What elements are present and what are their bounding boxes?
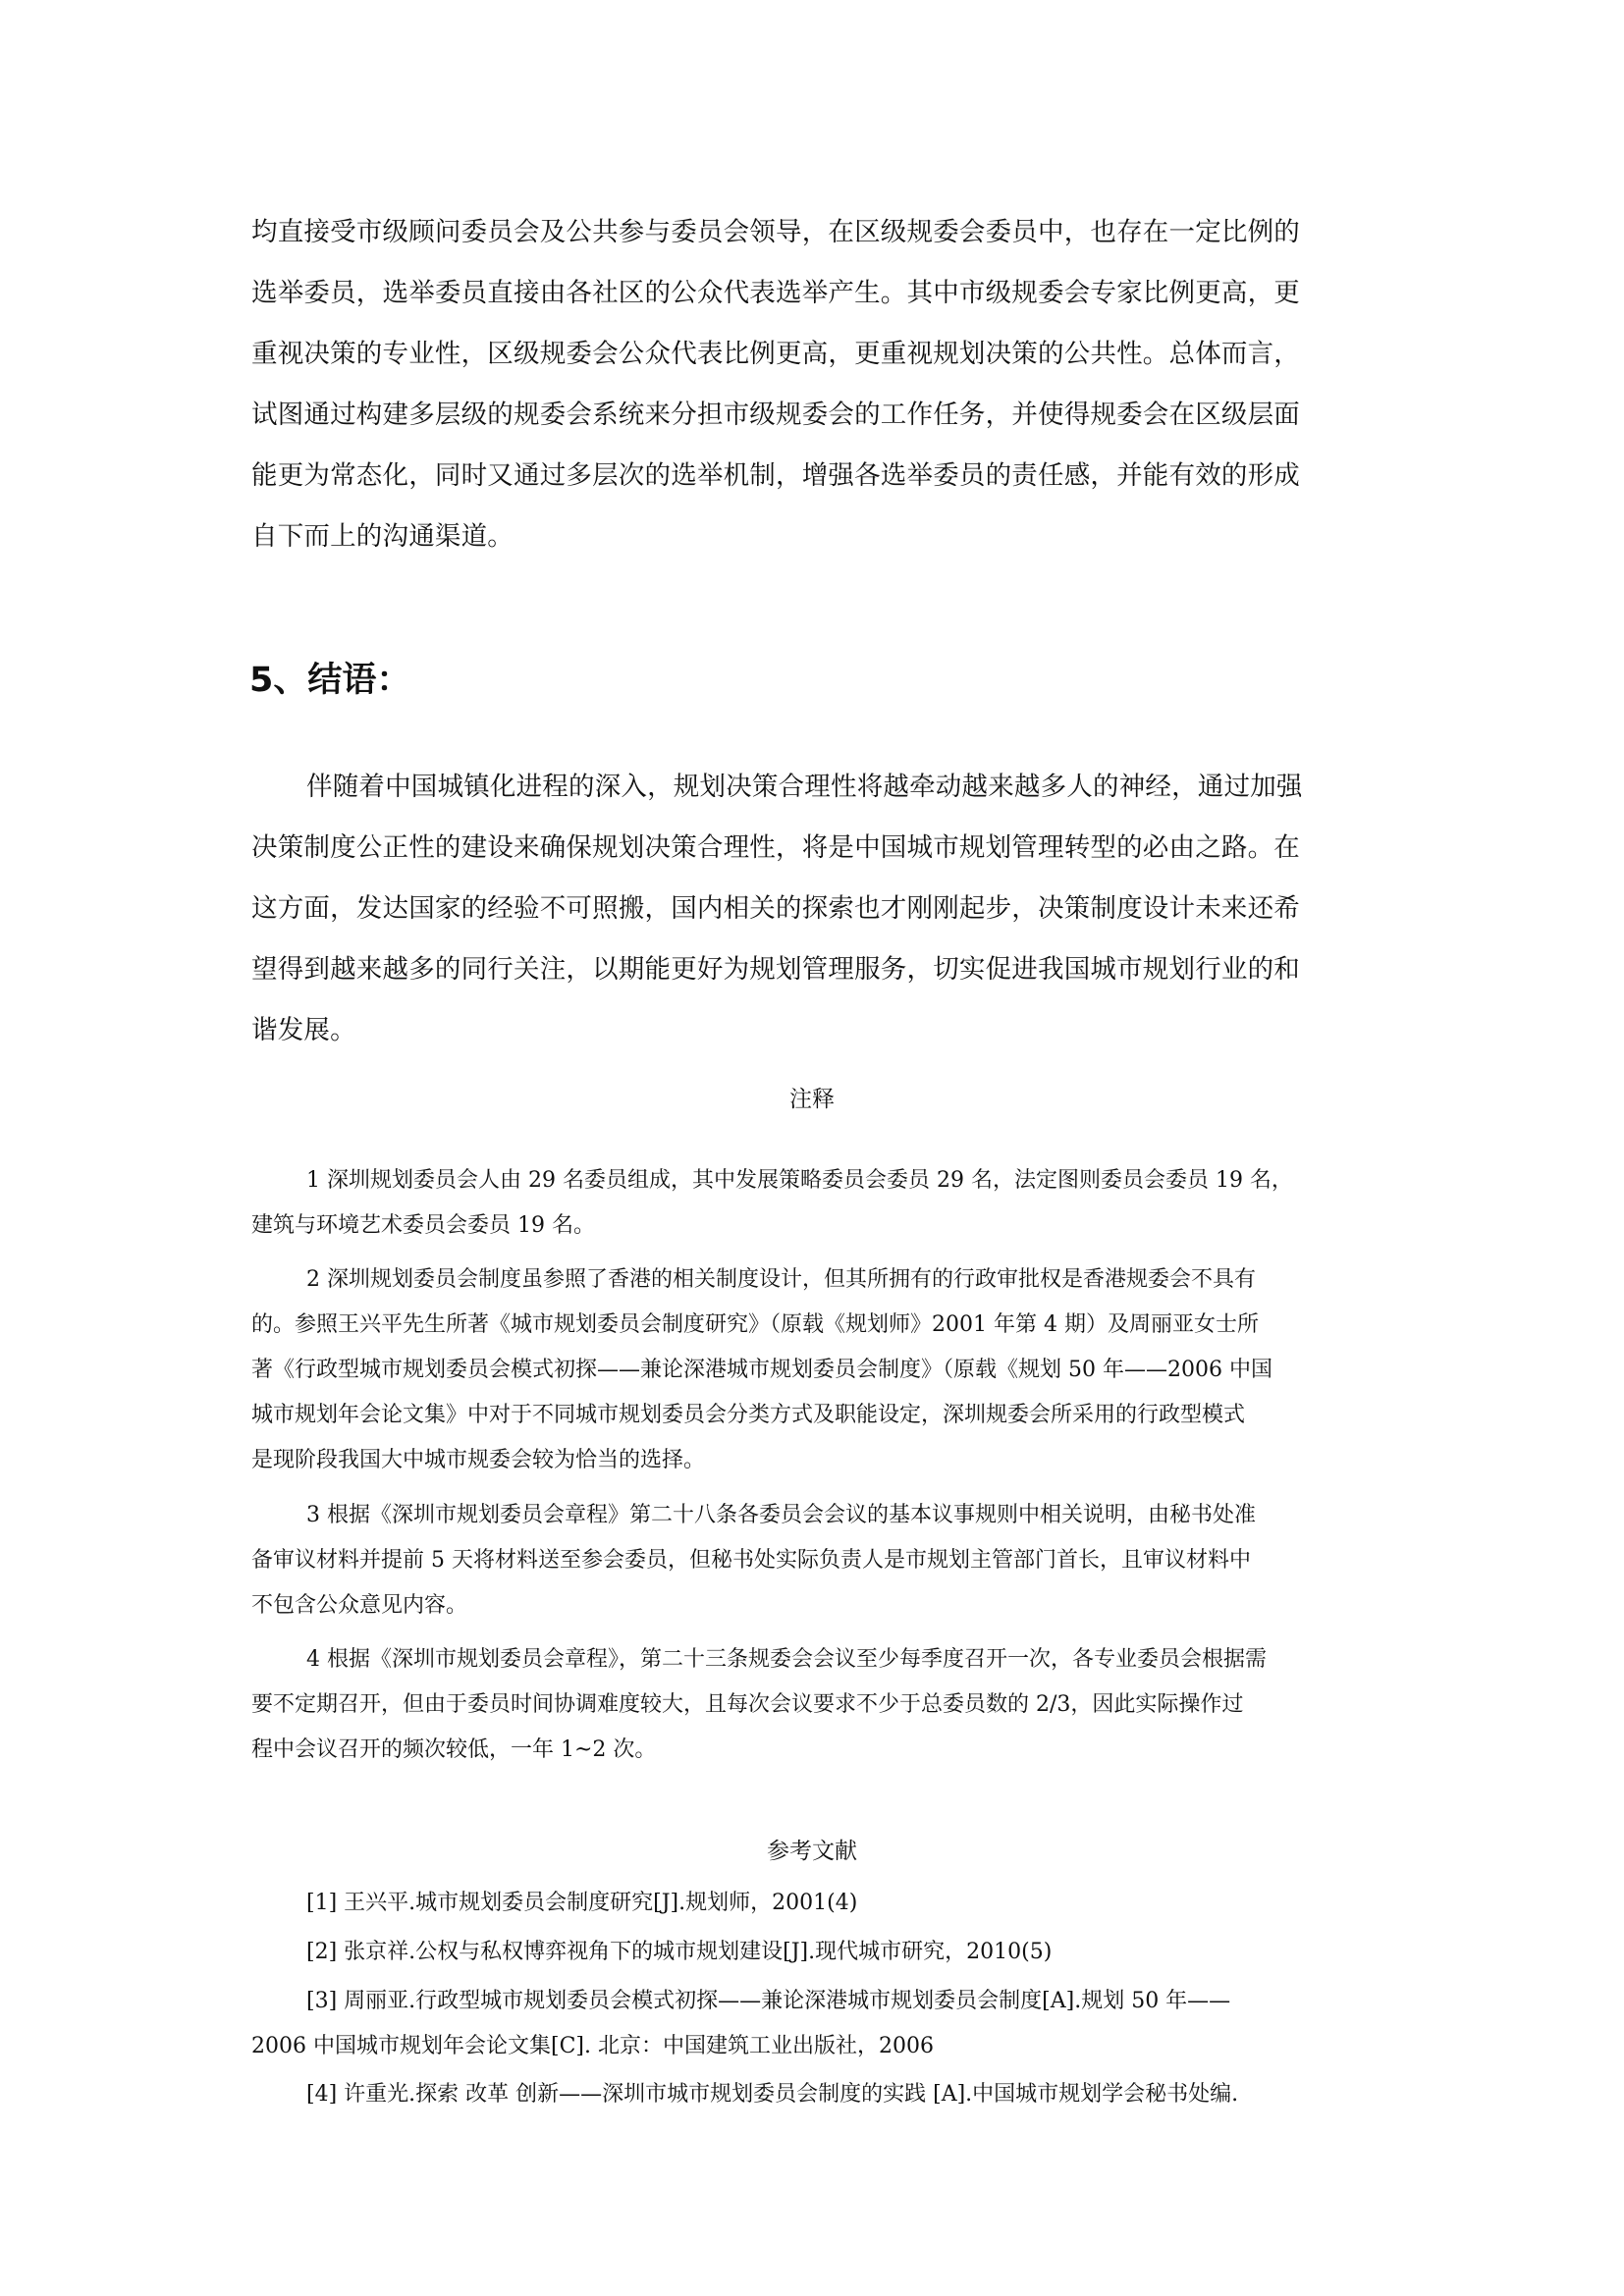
intro-paragraph bbox=[251, 202, 1390, 567]
text-line: 均直接受市级顾问委员会及公共参与委员会领导，在区级规委会委员中，也存在一定比例的 bbox=[251, 217, 1300, 247]
note-3 bbox=[251, 1493, 1390, 1629]
text-line: 重视决策的专业性，区级规委会公众代表比例更高，更重视规划决策的公共性。总体而言， bbox=[251, 339, 1300, 369]
reference-line: [1] 王兴平.城市规划委员会制度研究[J].规划师，2001(4) bbox=[306, 1891, 858, 1915]
note-line: 的。参照王兴平先生所著《城市规划委员会制度研究》（原载《规划师》2001 年第 4 期）及周丽亚女士所 bbox=[251, 1312, 1259, 1337]
text-line: 自下而上的沟通渠道。 bbox=[251, 521, 514, 552]
note-line: 是现阶段我国大中城市规委会较为恰当的选择。 bbox=[251, 1448, 706, 1472]
notes-title: 注释 bbox=[789, 1087, 835, 1112]
reference-line: 2006 中国城市规划年会论文集[C]. 北京：中国建筑工业出版社，2006 bbox=[251, 2034, 934, 2058]
note-line: 著《行政型城市规划委员会模式初探——兼论深港城市规划委员会制度》（原载《规划 50 年——2006 中国 bbox=[251, 1358, 1272, 1382]
note-line: 程中会议召开的频次较低，一年 1~2 次。 bbox=[251, 1737, 657, 1762]
note-1 bbox=[251, 1158, 1390, 1249]
reference-1 bbox=[251, 1881, 1390, 1926]
reference-2 bbox=[251, 1930, 1390, 1975]
note-line: 2 深圳规划委员会制度虽参照了香港的相关制度设计，但其所拥有的行政审批权是香港规委会不具有 bbox=[306, 1267, 1256, 1292]
text-line: 选举委员，选举委员直接由各社区的公众代表选举产生。其中市级规委会专家比例更高，更 bbox=[251, 278, 1300, 308]
note-line: 4 根据《深圳市规划委员会章程》，第二十三条规委会会议至少每季度召开一次，各专业委员会根据需 bbox=[306, 1647, 1267, 1672]
note-line: 3 根据《深圳市规划委员会章程》第二十八条各委员会会议的基本议事规则中相关说明，由秘书处准 bbox=[306, 1503, 1256, 1527]
references-title: 参考文献 bbox=[767, 1839, 857, 1864]
text-line: 决策制度公正性的建设来确保规划决策合理性，将是中国城市规划管理转型的必由之路。在 bbox=[251, 832, 1300, 863]
text-line: 能更为常态化，同时又通过多层次的选举机制，增强各选举委员的责任感，并能有效的形成 bbox=[251, 460, 1300, 491]
reference-3 bbox=[251, 1979, 1390, 2069]
text-line: 谐发展。 bbox=[251, 1015, 356, 1045]
text-line: 试图通过构建多层级的规委会系统来分担市级规委会的工作任务，并使得规委会在区级层面 bbox=[251, 400, 1300, 430]
reference-4 bbox=[251, 2072, 1390, 2117]
reference-line: [2] 张京祥.公权与私权博弈视角下的城市规划建设[J].现代城市研究，2010(5) bbox=[306, 1940, 1053, 1964]
note-line: 不包含公众意见内容。 bbox=[251, 1593, 468, 1618]
note-2 bbox=[251, 1257, 1390, 1483]
text-line: 望得到越来越多的同行关注，以期能更好为规划管理服务，切实促进我国城市规划行业的和 bbox=[251, 954, 1300, 985]
note-line: 1 深圳规划委员会人由 29 名委员组成，其中发展策略委员会委员 29 名，法定图则委员会委员 19 名， bbox=[306, 1168, 1293, 1193]
note-line: 建筑与环境艺术委员会委员 19 名。 bbox=[251, 1213, 595, 1238]
note-line: 要不定期召开，但由于委员时间协调难度较大，且每次会议要求不少于总委员数的 2/3，因此实际操作过 bbox=[251, 1692, 1244, 1717]
note-line: 备审议材料并提前 5 天将材料送至参会委员，但秘书处实际负责人是市规划主管部门首长，且审议材料中 bbox=[251, 1548, 1251, 1573]
text-line: 这方面，发达国家的经验不可照搬，国内相关的探索也才刚刚起步，决策制度设计未来还希 bbox=[251, 893, 1300, 924]
reference-line: [4] 许重光.探索 改革 创新——深圳市城市规划委员会制度的实践 [A].中国城市规划学会秘书处编. bbox=[306, 2082, 1239, 2107]
note-4 bbox=[251, 1637, 1390, 1773]
text-line: 伴随着中国城镇化进程的深入，规划决策合理性将越牵动越来越多人的神经，通过加强 bbox=[306, 772, 1303, 802]
section-heading: 5、结语： bbox=[249, 661, 411, 700]
conclusion-paragraph bbox=[251, 757, 1390, 1061]
reference-line: [3] 周丽亚.行政型城市规划委员会模式初探——兼论深港城市规划委员会制度[A].规划 50 年—— bbox=[306, 1989, 1231, 2013]
note-line: 城市规划年会论文集》中对于不同城市规划委员会分类方式及职能设定，深圳规委会所采用的行政型模式 bbox=[251, 1403, 1246, 1427]
